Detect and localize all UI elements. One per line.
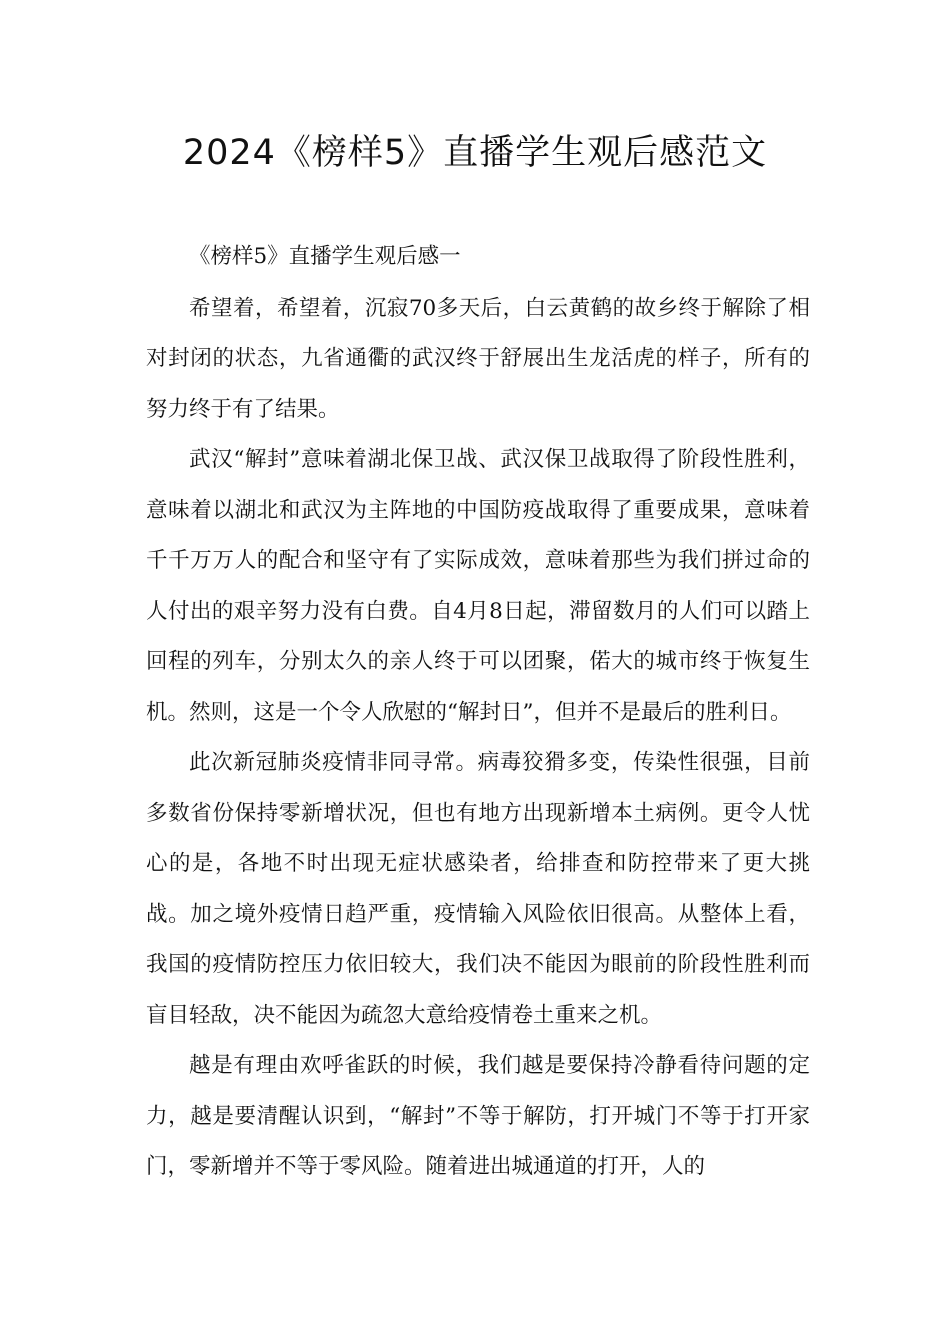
body-paragraph: 武汉“解封”意味着湖北保卫战、武汉保卫战取得了阶段性胜利，意味着以湖北和武汉为主阵地的中国防疫战取得了重要成果，意味着千千万万人的配合和坚守有了实际成效，意味着那些为我们拼过命的人付出的艰辛努力没有白费。自4月8日起，滞留数月的人们可以踏上回程的列车，分别太久的亲人终于可以团聚，偌大的城市终于恢复生机。然则，这是一个令人欣慰的“解封日”，但并不是最后的胜利日。 <box>146 447 810 725</box>
section-subheading: 《榜样5》直播学生观后感一 <box>189 244 461 269</box>
document-title: 2024《榜样5》直播学生观后感范文 <box>182 133 768 173</box>
body-paragraph: 此次新冠肺炎疫情非同寻常。病毒狡猾多变，传染性很强，目前多数省份保持零新增状况，但也有地方出现新增本土病例。更令人忧心的是，各地不时出现无症状感染者，给排查和防控带来了更大挑战。加之境外疫情日趋严重，疫情输入风险依旧很高。从整体上看，我国的疫情防控压力依旧较大，我们决不能因为眼前的阶段性胜利而盲目轻敌，决不能因为疏忽大意给疫情卷土重来之机。 <box>146 750 810 1028</box>
body-paragraph: 希望着，希望着，沉寂70多天后，白云黄鹤的故乡终于解除了相对封闭的状态，九省通衢的武汉终于舒展出生龙活虎的样子，所有的努力终于有了结果。 <box>146 295 810 422</box>
body-paragraph: 越是有理由欢呼雀跃的时候，我们越是要保持冷静看待问题的定力，越是要清醒认识到，“解封”不等于解防，打开城门不等于打开家门，零新增并不等于零风险。随着进出城通道的打开，人的 <box>146 1053 810 1179</box>
document-body <box>146 232 810 1193</box>
